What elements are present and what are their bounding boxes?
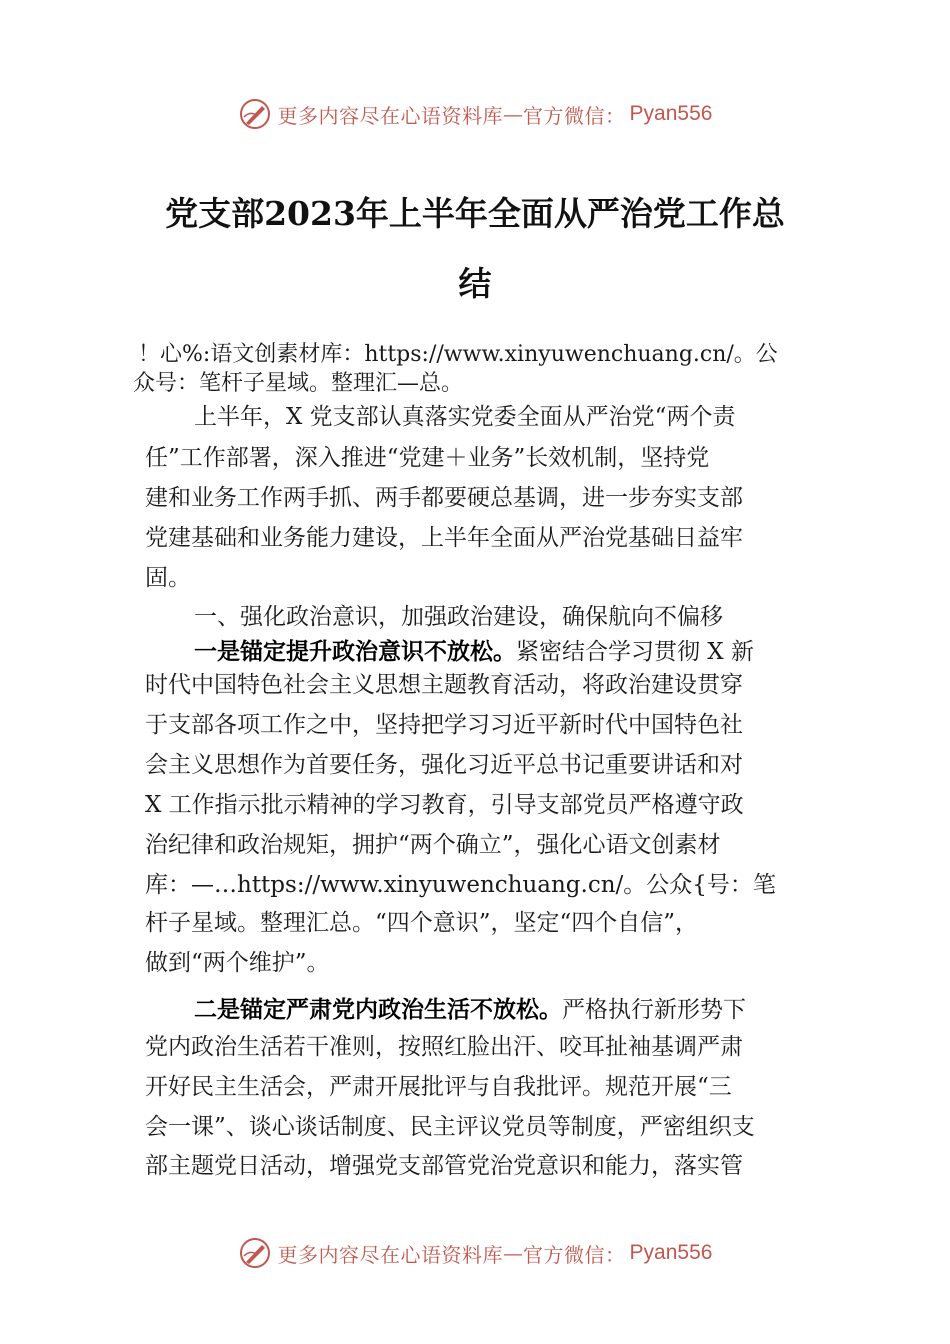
para1-first-rest: 紧密结合学习贯彻 X 新 bbox=[516, 639, 754, 665]
para1-first-line bbox=[194, 637, 754, 667]
banner-separator: — bbox=[503, 1241, 524, 1265]
banner-separator: — bbox=[503, 102, 524, 126]
document-title-line2: 结 bbox=[458, 264, 492, 303]
intro-line: 党建基础和业务能力建设，上半年全面从严治党基础日益牢 bbox=[145, 525, 743, 551]
source-note-line1: ！心%:语文创素材库：https://www.xinyuwenchuang.cn/。公 bbox=[138, 342, 778, 367]
para1-line: 时代中国特色社会主义思想主题教育活动，将政治建设贯穿 bbox=[145, 672, 743, 698]
para2-first-line bbox=[194, 995, 746, 1025]
pen-seal-logo-icon bbox=[238, 97, 272, 131]
banner-brand: 更多内容尽在心语资料库 bbox=[277, 103, 504, 128]
para1-bold-lead: 一是锚定提升政治意识不放松。 bbox=[194, 639, 516, 665]
para2-line: 党内政治生活若干准则，按照红脸出汗、咬耳扯袖基调严肃 bbox=[145, 1034, 743, 1060]
para2-line: 会一课”、谈心谈话制度、民主评议党员等制度，严密组织支 bbox=[145, 1114, 755, 1140]
para1-line: 会主义思想作为首要任务，强化习近平总书记重要讲话和对 bbox=[145, 752, 743, 778]
header-banner bbox=[0, 94, 950, 134]
banner-wechat-id: Pyan556 bbox=[629, 102, 713, 125]
intro-line: 任”工作部署，深入推进“党建＋业务”长效机制，坚持党 bbox=[145, 445, 710, 471]
para2-line: 开好民主生活会，严肃开展批评与自我批评。规范开展“三 bbox=[145, 1074, 732, 1100]
section-heading-1: 一、强化政治意识，加强政治建设，确保航向不偏移 bbox=[194, 604, 723, 630]
pen-seal-logo-icon bbox=[238, 1236, 272, 1270]
para2-bold-lead: 二是锚定严肃党内政治生活不放松。 bbox=[194, 997, 562, 1023]
para1-line: 治纪律和政治规矩，拥护“两个确立”，强化心语文创素材 bbox=[145, 832, 721, 858]
banner-brand: 更多内容尽在心语资料库 bbox=[277, 1242, 504, 1267]
para1-line: 杆子星域。整理汇总。“四个意识”，坚定“四个自信”， bbox=[145, 910, 699, 936]
para1-line: 于支部各项工作之中，坚持把学习习近平新时代中国特色社 bbox=[145, 712, 743, 738]
intro-line: 上半年，X 党支部认真落实党委全面从严治党“两个责 bbox=[194, 404, 736, 430]
document-title-line1: 党支部2023年上半年全面从严治党工作总 bbox=[165, 194, 785, 233]
para1-line: 库：—…https://www.xinyuwenchuang.cn/。公众{号：笔 bbox=[145, 872, 776, 898]
para2-line: 部主题党日活动，增强党支部管党治党意识和能力，落实管 bbox=[145, 1153, 743, 1179]
footer-banner bbox=[0, 1233, 950, 1273]
intro-line: 建和业务工作两手抓、两手都要硬总基调，进一步夯实支部 bbox=[145, 485, 743, 511]
para1-line: X 工作指示批示精神的学习教育，引导支部党员严格遵守政 bbox=[145, 792, 744, 818]
para2-first-rest: 严格执行新形势下 bbox=[562, 997, 746, 1023]
para1-line: 做到“两个维护”。 bbox=[145, 950, 330, 976]
source-note-line2: 众号：笔杆子星域。整理汇—总。 bbox=[133, 371, 464, 396]
banner-wechat-label: 官方微信： bbox=[523, 103, 626, 128]
banner-wechat-id: Pyan556 bbox=[629, 1241, 713, 1264]
intro-line: 固。 bbox=[145, 565, 191, 591]
banner-wechat-label: 官方微信： bbox=[523, 1242, 626, 1267]
